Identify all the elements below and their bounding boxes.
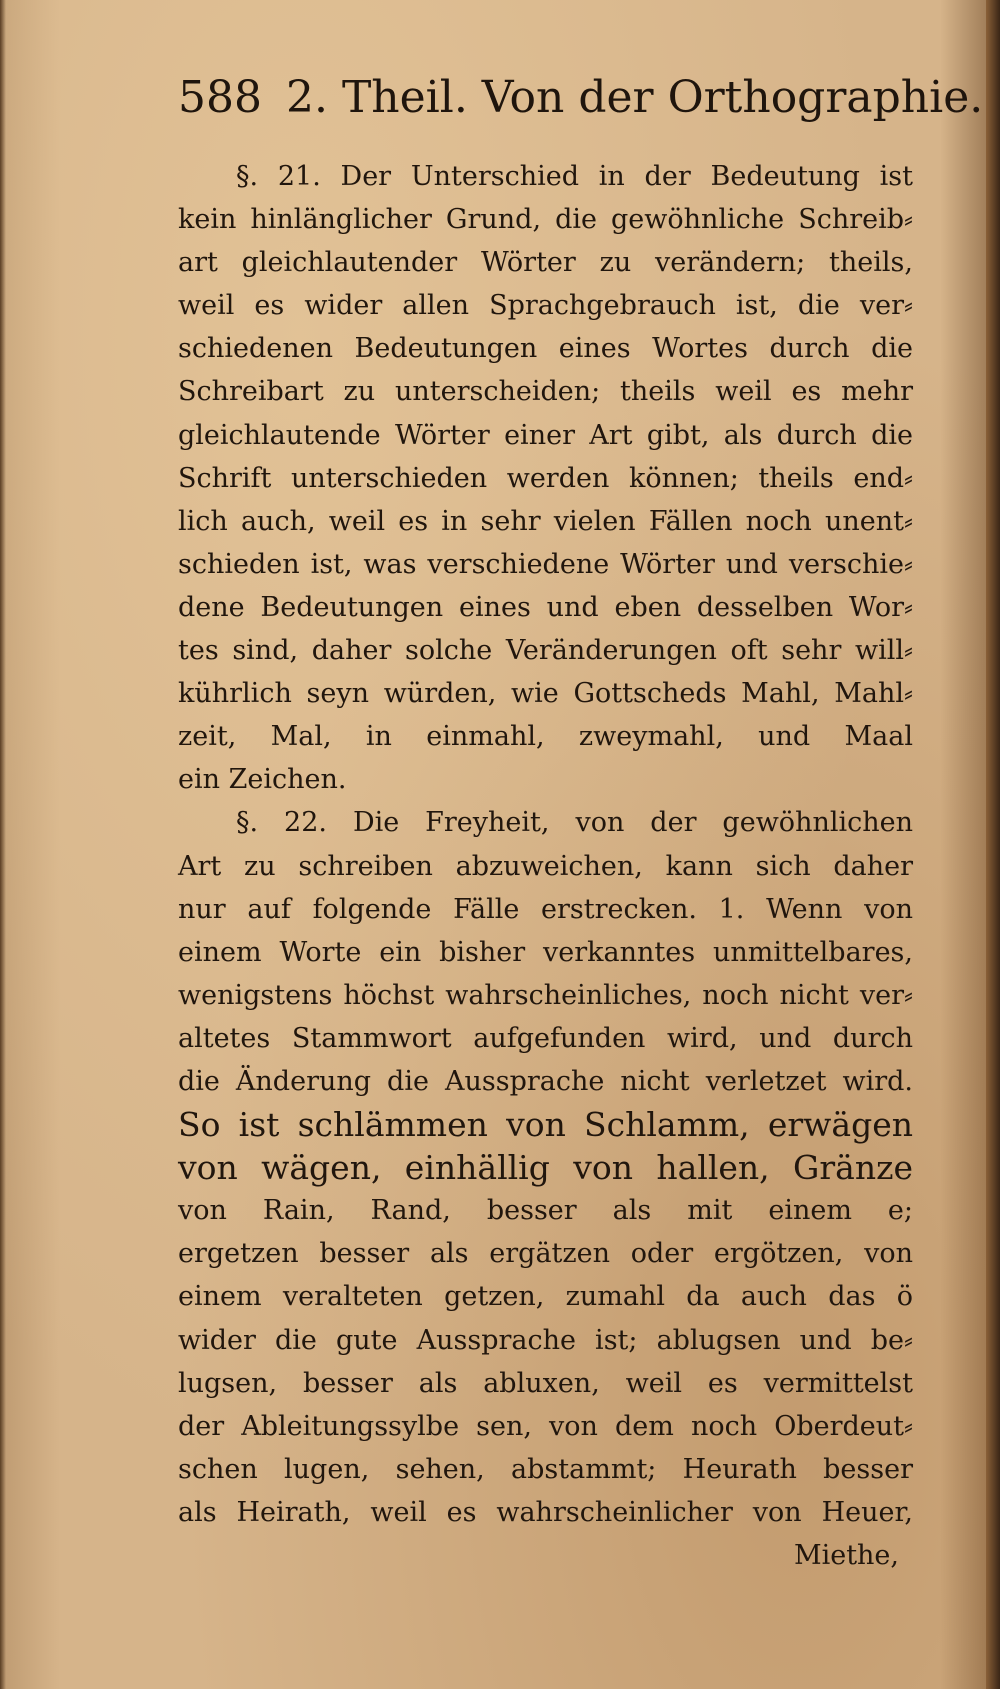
text-line: §. 22. Die Freyheit, von der gewöhnlichen <box>236 807 913 839</box>
text-line: kührlich seyn würden, wie Gottscheds Mahl, Mahl⸗ <box>178 678 913 710</box>
page-right-edge <box>986 0 1000 1689</box>
page-left-shadow <box>0 0 6 1689</box>
text-line: wider die gute Aussprache ist; ablugsen und be⸗ <box>178 1324 913 1356</box>
text-line: ein Zeichen. <box>178 764 347 796</box>
text-line: schiedenen Bedeutungen eines Wortes durch die <box>178 333 913 365</box>
running-title: 2. Theil. Von der Orthographie. <box>285 72 984 123</box>
text-line: Art zu schreiben abzuweichen, kann sich daher <box>178 850 913 882</box>
running-header <box>178 72 984 132</box>
text-line: die Änderung die Aussprache nicht verletzet wird. <box>178 1065 913 1097</box>
text-line: einem Worte ein bisher verkanntes unmittelbares, <box>178 936 913 968</box>
catchword: Miethe, <box>793 1540 899 1571</box>
page-number: 588 <box>178 72 262 123</box>
text-line: Schreibart zu unterscheiden; theils weil es mehr <box>178 376 913 408</box>
text-line: weil es wider allen Sprachgebrauch ist, die ver⸗ <box>178 290 913 322</box>
text-line: als Heirath, weil es wahrscheinlicher von Heuer, <box>178 1496 913 1528</box>
text-line: wenigstens höchst wahrscheinliches, noch nicht ver⸗ <box>178 979 913 1011</box>
text-line: lich auch, weil es in sehr vielen Fällen noch unent⸗ <box>178 505 913 537</box>
text-line: kein hinlänglicher Grund, die gewöhnliche Schreib⸗ <box>178 204 913 236</box>
text-line: tes sind, daher solche Veränderungen oft sehr will⸗ <box>178 635 913 667</box>
text-line: nur auf folgende Fälle erstrecken. 1. Wenn von <box>178 893 913 925</box>
text-line: schieden ist, was verschiedene Wörter und verschie⸗ <box>178 548 913 580</box>
text-line: ergetzen besser als ergätzen oder ergötzen, von <box>178 1238 913 1270</box>
text-line: lugsen, besser als abluxen, weil es vermittelst <box>178 1367 913 1399</box>
text-line: dene Bedeutungen eines und eben desselben Wor⸗ <box>178 591 913 623</box>
body-text <box>178 155 913 1577</box>
text-line: schen lugen, sehen, abstammt; Heurath besser <box>178 1453 913 1485</box>
text-line: von Rain, Rand, besser als mit einem e; <box>178 1195 913 1227</box>
text-line: So ist schlämmen von Schlamm, erwägen <box>178 1105 913 1145</box>
text-line: Schrift unterschieden werden können; theils end⸗ <box>178 462 913 494</box>
text-line: art gleichlautender Wörter zu verändern; theils, <box>178 247 913 279</box>
text-line: gleichlautende Wörter einer Art gibt, als durch die <box>178 419 913 451</box>
text-line: altetes Stammwort aufgefunden wird, und durch <box>178 1022 913 1054</box>
text-line: einem veralteten getzen, zumahl da auch das ö <box>178 1281 913 1313</box>
text-line: der Ableitungssylbe sen, von dem noch Oberdeut⸗ <box>178 1410 913 1442</box>
text-line: von wägen, einhällig von hallen, Gränze <box>178 1148 913 1188</box>
text-line: §. 21. Der Unterschied in der Bedeutung ist <box>236 161 913 192</box>
text-line: zeit, Mal, in einmahl, zweymahl, und Maal <box>178 721 913 753</box>
